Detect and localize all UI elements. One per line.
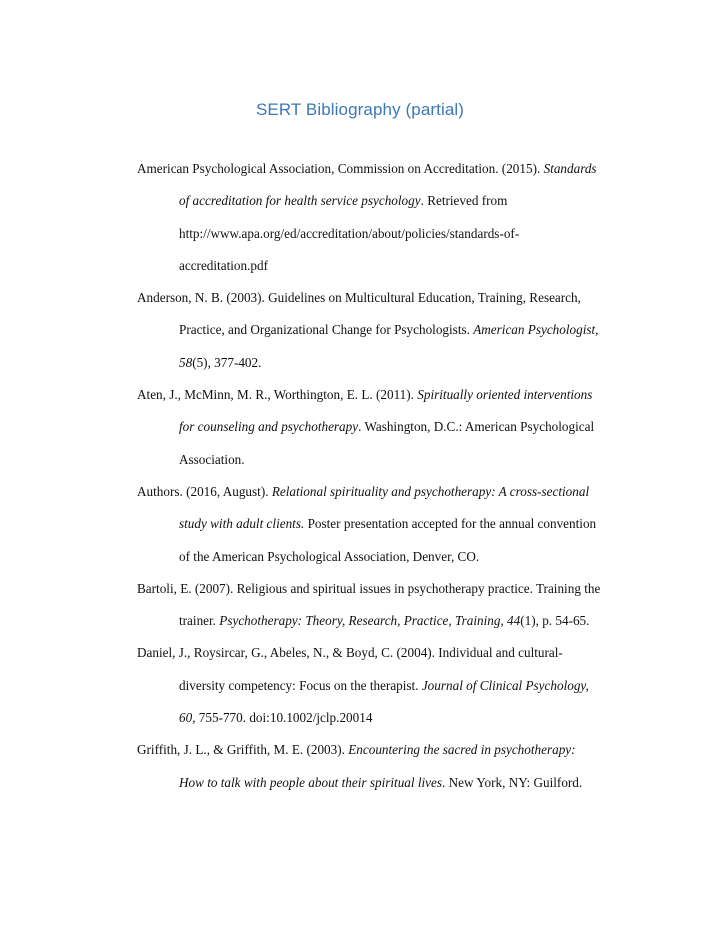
text-segment: Griffith, J. L., & Griffith, M. E. (2003). <box>137 742 349 758</box>
text-segment: trainer. <box>179 613 220 629</box>
reference-line <box>137 476 637 508</box>
reference-entry <box>137 282 637 379</box>
reference-entry <box>137 153 637 282</box>
italic-text: of accreditation for health service psychology <box>179 193 421 209</box>
reference-line <box>137 218 637 250</box>
italic-text: How to talk with people about their spiritual lives <box>179 774 443 790</box>
reference-line <box>137 670 637 702</box>
reference-line <box>137 767 637 799</box>
italic-text: Encountering the sacred in psychotherapy: <box>348 742 576 758</box>
text-segment: American Psychological Association, Commission on Accreditation. (2015). <box>137 161 544 176</box>
italic-text: 60 <box>179 710 193 726</box>
italic-text: 58 <box>179 354 193 370</box>
reference-line <box>137 605 637 637</box>
italic-text: Psychotherapy: Theory, Research, Practice, Training, 44 <box>219 613 521 629</box>
reference-line <box>137 637 637 669</box>
reference-line <box>137 573 637 605</box>
text-segment: , 755-770. doi:10.1002/jclp.20014 <box>192 710 373 726</box>
text-segment: of the American Psychological Association, Denver, CO. <box>179 548 480 564</box>
reference-line <box>137 185 637 217</box>
text-segment: Bartoli, E. (2007). Religious and spiritual issues in psychotherapy practice. Training the <box>137 580 601 596</box>
reference-line <box>137 282 637 314</box>
text-segment: Poster presentation accepted for the annual convention <box>304 516 597 532</box>
text-segment: . New York, NY: Guilford. <box>442 774 583 790</box>
text-segment: accreditation.pdf <box>179 257 268 273</box>
reference-line <box>137 702 637 734</box>
reference-line <box>137 411 637 443</box>
text-segment: Anderson, N. B. (2003). Guidelines on Multicultural Education, Training, Research, <box>137 290 581 306</box>
reference-line <box>137 379 637 411</box>
reference-entry <box>137 637 637 734</box>
italic-text: Relational spirituality and psychotherapy: A cross-sectional <box>271 483 590 499</box>
text-segment: Daniel, J., Roysircar, G., Abeles, N., & Boyd, C. (2004). Individual and cultural- <box>137 645 563 661</box>
reference-entry <box>137 476 637 573</box>
reference-line <box>137 347 637 379</box>
text-segment: (5), 377-402. <box>192 354 262 370</box>
italic-text: Journal of Clinical Psychology, <box>421 677 589 693</box>
page-title: SERT Bibliography (partial) <box>255 100 465 119</box>
reference-line <box>137 314 637 346</box>
italic-text: Standards <box>543 161 597 176</box>
text-segment: http://www.apa.org/ed/accreditation/about/policies/standards-of- <box>179 225 520 241</box>
reference-line <box>137 444 637 476</box>
reference-entry <box>137 573 637 638</box>
text-segment: Aten, J., McMinn, M. R., Worthington, E. L. (2011). <box>137 387 418 403</box>
reference-line <box>137 734 637 766</box>
reference-line <box>137 508 637 540</box>
reference-line <box>137 541 637 573</box>
text-segment: diversity competency: Focus on the therapist. <box>179 677 422 693</box>
text-segment: (1), p. 54-65. <box>520 613 590 629</box>
text-segment: . Retrieved from <box>420 193 508 209</box>
reference-entry <box>137 734 637 799</box>
reference-list <box>137 153 637 799</box>
text-segment: . Washington, D.C.: American Psychological <box>358 419 595 435</box>
text-segment: Association. <box>179 451 245 467</box>
italic-text: Spiritually oriented interventions <box>417 387 593 403</box>
reference-line <box>137 153 637 185</box>
italic-text: for counseling and psychotherapy <box>179 419 359 435</box>
text-segment: Authors. (2016, August). <box>137 483 272 499</box>
text-segment: Practice, and Organizational Change for Psychologists. <box>179 322 474 338</box>
reference-line <box>137 250 637 282</box>
italic-text: American Psychologist, <box>473 322 599 338</box>
italic-text: study with adult clients. <box>179 516 305 532</box>
reference-entry <box>137 379 637 476</box>
